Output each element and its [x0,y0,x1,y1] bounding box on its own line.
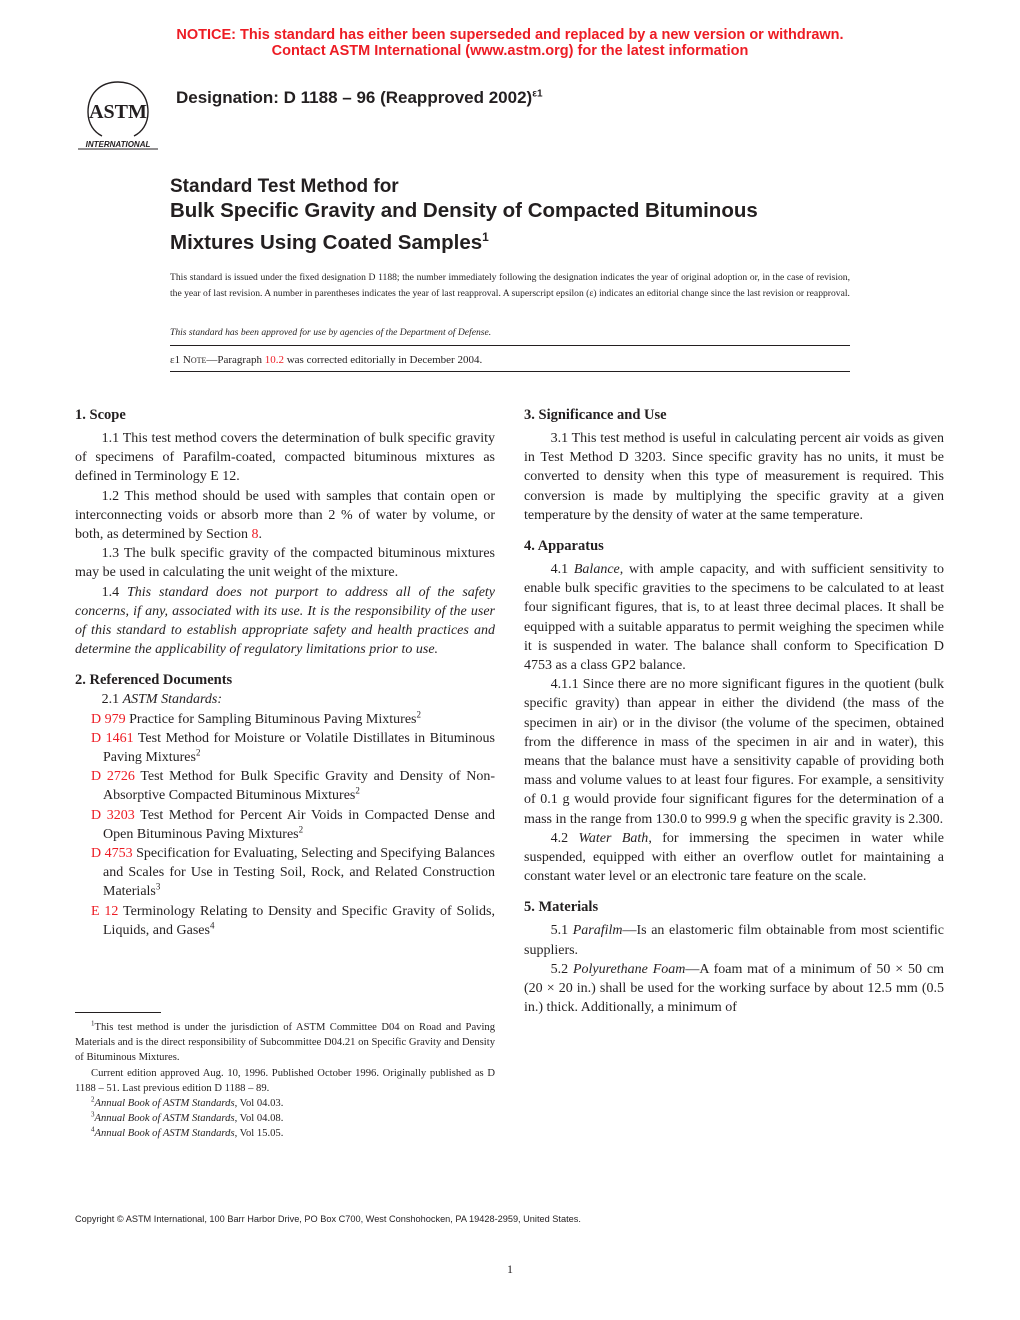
paragraph: 4.1 Balance, with ample capacity, and with sufficient sensitivity to enable bulk specific gravities to the specimens to be calculated to at least four significant figures, that is, to at least three decimal places. It shall be equipped with a suitable apparatus to permit weighing the specimen while it is suspended in water. The balance shall conform to Specification D 4753 as a class GP2 balance. [524,562,944,674]
reference-item: D 1461 Test Method for Moisture or Volatile Distillates in Bituminous Paving Mixtures$^2$ [91,730,495,766]
left-column [75,405,495,940]
footnote: $^1$This test method is under the jurisdiction of ASTM Committee D04 on Road and Paving Materials and is the direct responsibility of Subcommittee D04.21 on Specific Gravity and Density of Bituminous Mixtures. [75,1019,495,1064]
reference-item: D 3203 Test Method for Percent Air Voids in Compacted Dense and Open Bituminous Paving Mixtures$^2$ [91,807,495,842]
enote-post: was corrected editorially in December 2004. [283,354,483,366]
paragraph: 1.1 This test method covers the determination of bulk specific gravity of specimens of Parafilm-coated, compacted bituminous mixtures as defined in Terminology E 12. [75,431,495,485]
notice-line-1: NOTICE: This standard has either been superseded and replaced by a new version or withdrawn. [176,27,844,43]
editorial-note [170,354,482,366]
paragraph: 5.2 Polyurethane Foam—A foam mat of a minimum of 50 × 50 cm (20 × 20 in.) shall be used for the working surface by about 12.5 mm (0.5 in.) thick. Additionally, a minimum of [524,961,944,1016]
enote-label: Note [182,354,207,366]
right-column [524,405,944,1017]
astm-logo [76,78,160,150]
footnote: $^4$Annual Book of ASTM Standards, Vol 15.05. [91,1125,284,1140]
footnotes [75,1020,495,1142]
paragraph: 4.1.1 Since there are no more significant figures in the quotient (bulk specific gravity) than appear in either the dividend (the mass of the specimen in air) or in the divisor (the volume of the specimen, obtained from the difference in mass of the specimen in air and in water), this means that the balance must have a sensitivity capable of providing both mass and volume values to at least four figures. For example, a sensitivity of 0.1 g would provide four significant figures for the determination of a mass in the range from 130.0 to 999.9 g when the specific gravity is 2.300. [524,677,944,827]
reference-item: D 979 Practice for Sampling Bituminous Paving Mixtures$^2$ [91,708,421,727]
reference-link[interactable]: E 12 [91,903,119,919]
enote-mark: ε1 [170,354,181,366]
designation [176,88,543,108]
designation-text: Designation: D 1188 – 96 (Reapproved 2002) [176,88,533,107]
section-heading: 1. Scope [75,407,126,423]
footnote: $^3$Annual Book of ASTM Standards, Vol 04.08. [91,1110,284,1125]
reference-link[interactable]: D 3203 [91,807,135,823]
section-heading: 3. Significance and Use [524,407,667,423]
preamble-text: This standard is issued under the fixed designation D 1188; the number immediately following the designation indicates the year of original adoption or, in the case of revision, the year of last revision. A number in parentheses indicates the year of last reapproval. A superscript epsilon (ε) indicates an editorial change since the last revision or reapproval. [170,272,850,299]
designation-epsilon: ε1 [532,88,543,100]
footnote-divider [75,1012,161,1013]
page-number: 1 [507,1262,513,1276]
logo-subtext: INTERNATIONAL [85,140,151,149]
dod-approval: This standard has been approved for use by agencies of the Department of Defense. [170,327,492,338]
document-title [170,175,870,256]
reference-link[interactable]: D 979 [91,711,126,727]
notice-line-2: Contact ASTM International (www.astm.org) for the latest information [271,43,749,59]
title-line-2: Bulk Specific Gravity and Density of Compacted Bituminous [170,199,758,222]
section-link[interactable]: 8 [251,527,259,543]
paragraph: 1.3 The bulk specific gravity of the compacted bituminous mixtures may be used in calculating the unit weight of the mixture. [75,546,495,581]
reference-link[interactable]: D 4753 [91,846,133,862]
reference-link[interactable]: D 2726 [91,769,135,785]
title-line-3: Mixtures Using Coated Samples [170,230,483,254]
section-heading: 2. Referenced Documents [75,672,233,689]
footnote: Current edition approved Aug. 10, 1996. Published October 1996. Originally published as D 1188 – 51. Last previous edition D 1188 – 89. [75,1067,495,1094]
reference-item: D 4753 Specification for Evaluating, Selecting and Specifying Balances and Scales for Use in Testing Soil, Rock, and Related Construction Materials$^3$ [91,846,495,900]
divider [170,371,850,372]
reference-link[interactable]: D 1461 [91,730,134,746]
copyright: Copyright © ASTM International, 100 Barr Harbor Drive, PO Box C700, West Conshohocken, PA 19428-2959, United States. [75,1214,581,1224]
logo-text: ASTM [89,101,147,123]
withdrawal-notice [0,27,1020,59]
section-heading: 5. Materials [524,899,599,916]
paragraph: 2.1 ASTM Standards: [101,692,223,708]
paragraph: 1.2 This method should be used with samples that contain open or interconnecting voids or absorb more than 2 % of water by volume, or both, as determined by Section 8. [75,488,495,543]
divider [170,345,850,346]
paragraph: 5.1 Parafilm—Is an elastomeric film obtainable from most scientific suppliers. [524,923,944,958]
enote-pre: —Paragraph [206,354,265,366]
paragraph: 1.4 This standard does not purport to address all of the safety concerns, if any, associated with its use. It is the responsibility of the user of this standard to establish appropriate safety and health practices and determine the applicability of regulatory limitations prior to use. [75,584,496,658]
reference-item: D 2726 Test Method for Bulk Specific Gravity and Density of Non-Absorptive Compacted Bituminous Mixtures$^2$ [91,769,495,804]
reference-item: E 12 Terminology Relating to Density and Specific Gravity of Solids, Liquids, and Gases$^4$ [91,903,495,938]
paragraph: 3.1 This test method is useful in calculating percent air voids as given in Test Method D 3203. Since specific gravity has no units, it must be converted to density when this type of measurement is required. This conversion is made by multiplying the specific gravity at a given temperature by the density of water at the same temperature. [524,431,944,523]
title-line-1: Standard Test Method for [170,176,399,197]
paragraph: 4.2 Water Bath, for immersing the specimen in water while suspended, equipped with either an overflow outlet for maintaining a constant water level or an electronic tare feature on the scale. [524,830,945,885]
section-heading: 4. Apparatus [524,538,604,555]
footnote: $^2$Annual Book of ASTM Standards, Vol 04.03. [91,1095,284,1110]
enote-link[interactable]: 10.2 [264,354,284,366]
title-footnote-ref[interactable]: 1 [482,230,489,244]
